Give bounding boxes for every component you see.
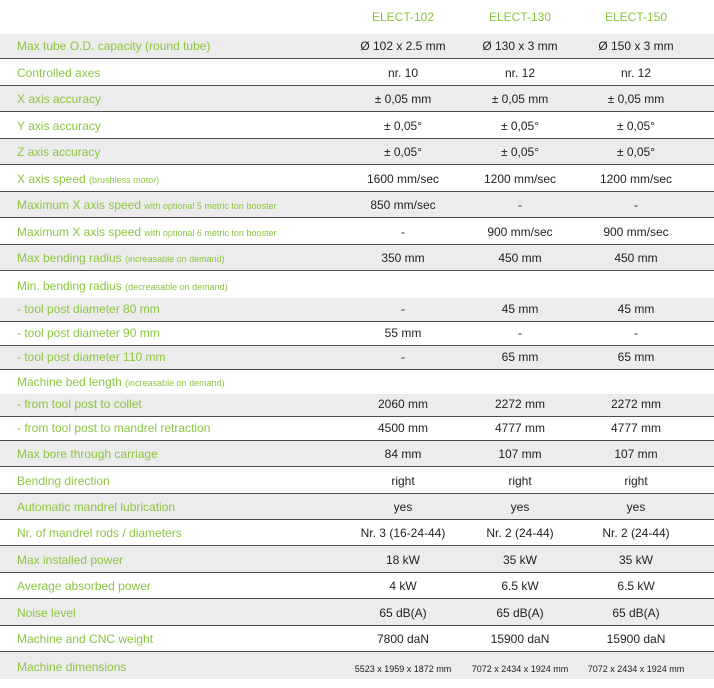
value-cell-elect-102: right [391, 474, 415, 488]
column-header-elect-150: ELECT-150 [604, 10, 668, 24]
row-label [17, 66, 100, 80]
value-cell-elect-102: Ø 102 x 2.5 mm [360, 39, 446, 53]
spec-table [0, 34, 714, 679]
table-row [0, 394, 714, 417]
row-label-text: - tool post diameter 110 mm [17, 350, 166, 364]
row-label-text: Min. bending radius [17, 279, 122, 293]
value-cell-elect-150: 6.5 kW [617, 579, 655, 593]
value-cell-elect-150: 900 mm/sec [603, 225, 669, 239]
value-cell-elect-130: Nr. 2 (24-44) [486, 526, 554, 540]
value-cell-elect-102: 5523 x 1959 x 1872 mm [354, 664, 452, 674]
row-label [17, 39, 210, 53]
value-cell-elect-130: yes [510, 500, 530, 514]
row-label [17, 198, 276, 212]
value-cell-elect-102: 4500 mm [377, 421, 429, 435]
row-label-text: Z axis accuracy [17, 145, 101, 159]
value-cell-elect-130: ± 0,05° [500, 145, 540, 159]
value-cell-elect-130: 2272 mm [494, 397, 546, 411]
row-label-text: X axis accuracy [17, 92, 102, 106]
row-label-text: Maximum X axis speed [17, 198, 142, 212]
row-label [17, 350, 166, 364]
row-label [17, 375, 225, 389]
value-cell-elect-150: Ø 150 x 3 mm [598, 39, 674, 53]
value-cell-elect-130: Ø 130 x 3 mm [482, 39, 558, 53]
value-cell-elect-102: 84 mm [384, 447, 422, 461]
row-label [17, 92, 101, 106]
row-label [17, 119, 101, 133]
value-cell-elect-130: nr. 12 [504, 66, 536, 80]
value-cell-elect-102: yes [393, 500, 413, 514]
table-row [0, 34, 714, 59]
value-cell-elect-150: nr. 12 [620, 66, 652, 80]
value-cell-elect-130: 900 mm/sec [487, 225, 553, 239]
row-label [17, 326, 160, 340]
row-label [17, 632, 153, 646]
row-label-text: Y axis accuracy [17, 119, 101, 133]
value-cell-elect-102: 2060 mm [377, 397, 429, 411]
table-row [0, 245, 714, 271]
row-label [17, 474, 110, 488]
row-label-text: Noise level [17, 606, 76, 620]
table-row [0, 139, 714, 165]
value-cell-elect-102: ± 0,05 mm [374, 92, 432, 106]
table-row [0, 573, 714, 599]
value-cell-elect-150: right [624, 474, 648, 488]
value-cell-elect-130: ± 0,05° [500, 119, 540, 133]
table-row [0, 494, 714, 520]
row-label-text: Max installed power [17, 553, 124, 567]
table-row [0, 218, 714, 245]
row-label-text: Nr. of mandrel rods / diameters [17, 526, 182, 540]
value-cell-elect-102: 1600 mm/sec [366, 172, 440, 186]
row-label-note: (brushless motor) [89, 175, 160, 185]
row-label-text: - from tool post to mandrel retraction [17, 421, 211, 435]
row-label-text: Automatic mandrel lubrication [17, 500, 176, 514]
table-row [0, 192, 714, 218]
table-row [0, 346, 714, 370]
value-cell-elect-150: 4777 mm [610, 421, 662, 435]
row-label-text: Machine dimensions [17, 660, 127, 674]
row-label-text: X axis speed [17, 172, 86, 186]
row-label-text: - tool post diameter 80 mm [17, 302, 160, 316]
table-row [0, 370, 714, 394]
value-cell-elect-130: 45 mm [501, 302, 539, 316]
value-cell-elect-102: nr. 10 [387, 66, 419, 80]
row-label [17, 421, 210, 435]
column-header-row [0, 0, 714, 34]
table-row [0, 298, 714, 322]
row-label-text: Machine bed length [17, 375, 122, 389]
row-label-text: Max tube O.D. capacity (round tube) [17, 39, 211, 53]
row-label-text: - tool post diameter 90 mm [17, 326, 160, 340]
row-label [17, 251, 225, 265]
table-row [0, 322, 714, 346]
value-cell-elect-102: - [401, 350, 405, 364]
value-cell-elect-150: ± 0,05° [616, 145, 656, 159]
row-label [17, 225, 276, 239]
row-label [17, 660, 126, 674]
row-label-note: (decreasable on demand) [125, 282, 228, 292]
value-cell-elect-130: - [518, 198, 522, 212]
value-cell-elect-150: 107 mm [614, 447, 658, 461]
value-cell-elect-130: 6.5 kW [501, 579, 539, 593]
row-label [17, 172, 159, 186]
row-label-text: Controlled axes [17, 66, 101, 80]
row-label-text: Maximum X axis speed [17, 225, 142, 239]
row-label [17, 145, 100, 159]
value-cell-elect-150: ± 0,05° [616, 119, 656, 133]
table-row [0, 271, 714, 298]
value-cell-elect-102: 55 mm [384, 326, 422, 340]
value-cell-elect-102: 850 mm/sec [370, 198, 436, 212]
value-cell-elect-130: 7072 x 2434 x 1924 mm [471, 664, 569, 674]
row-label-text: - from tool post to collet [17, 397, 142, 411]
value-cell-elect-102: ± 0,05° [383, 119, 423, 133]
value-cell-elect-102: - [401, 225, 405, 239]
row-label [17, 447, 158, 461]
value-cell-elect-102: ± 0,05° [383, 145, 423, 159]
column-header-elect-102: ELECT-102 [371, 10, 435, 24]
value-cell-elect-130: 35 kW [502, 553, 537, 567]
row-label [17, 500, 175, 514]
table-row [0, 441, 714, 467]
value-cell-elect-150: 7072 x 2434 x 1924 mm [587, 664, 685, 674]
value-cell-elect-102: 4 kW [389, 579, 417, 593]
value-cell-elect-150: 2272 mm [610, 397, 662, 411]
table-row [0, 86, 714, 112]
value-cell-elect-102: 18 kW [385, 553, 420, 567]
row-label-note: (increasable on demand) [125, 254, 225, 264]
value-cell-elect-102: 7800 daN [376, 632, 430, 646]
value-cell-elect-150: 35 kW [618, 553, 653, 567]
value-cell-elect-150: 45 mm [617, 302, 655, 316]
value-cell-elect-102: - [401, 302, 405, 316]
value-cell-elect-130: 4777 mm [494, 421, 546, 435]
value-cell-elect-130: 65 mm [501, 350, 539, 364]
value-cell-elect-130: 107 mm [498, 447, 542, 461]
value-cell-elect-130: 15900 daN [490, 632, 550, 646]
row-label-note: with optional 5 metric ton booster [144, 201, 277, 211]
table-row [0, 546, 714, 573]
table-row [0, 112, 714, 139]
row-label-note: with optional 6 metric ton booster [144, 228, 277, 238]
row-label [17, 553, 123, 567]
table-row [0, 165, 714, 192]
value-cell-elect-130: ± 0,05 mm [491, 92, 549, 106]
value-cell-elect-150: Nr. 2 (24-44) [602, 526, 670, 540]
table-row [0, 652, 714, 679]
value-cell-elect-130: - [518, 326, 522, 340]
table-row [0, 59, 714, 86]
table-row [0, 626, 714, 652]
table-row [0, 467, 714, 494]
row-label-note: (increasable on demand) [125, 378, 225, 388]
row-label [17, 526, 182, 540]
value-cell-elect-130: 450 mm [498, 251, 542, 265]
value-cell-elect-130: right [508, 474, 532, 488]
row-label [17, 302, 160, 316]
value-cell-elect-150: 65 dB(A) [612, 606, 660, 620]
value-cell-elect-150: 65 mm [617, 350, 655, 364]
value-cell-elect-102: 65 dB(A) [379, 606, 427, 620]
row-label [17, 606, 76, 620]
row-label-text: Max bending radius [17, 251, 122, 265]
row-label-text: Max bore through carriage [17, 447, 158, 461]
value-cell-elect-102: Nr. 3 (16-24-44) [360, 526, 446, 540]
value-cell-elect-150: ± 0,05 mm [607, 92, 665, 106]
row-label [17, 279, 228, 293]
value-cell-elect-130: 1200 mm/sec [483, 172, 557, 186]
table-row [0, 417, 714, 441]
value-cell-elect-150: 450 mm [614, 251, 658, 265]
value-cell-elect-150: - [634, 198, 638, 212]
value-cell-elect-150: yes [626, 500, 646, 514]
table-row [0, 599, 714, 626]
row-label-text: Machine and CNC weight [17, 632, 154, 646]
value-cell-elect-150: - [634, 326, 638, 340]
value-cell-elect-102: 350 mm [381, 251, 425, 265]
value-cell-elect-150: 15900 daN [606, 632, 666, 646]
row-label [17, 397, 142, 411]
value-cell-elect-150: 1200 mm/sec [599, 172, 673, 186]
row-label-text: Average absorbed power [17, 579, 151, 593]
row-label-text: Bending direction [17, 474, 110, 488]
table-row [0, 520, 714, 546]
column-header-elect-130: ELECT-130 [488, 10, 552, 24]
row-label [17, 579, 151, 593]
value-cell-elect-130: 65 dB(A) [496, 606, 544, 620]
